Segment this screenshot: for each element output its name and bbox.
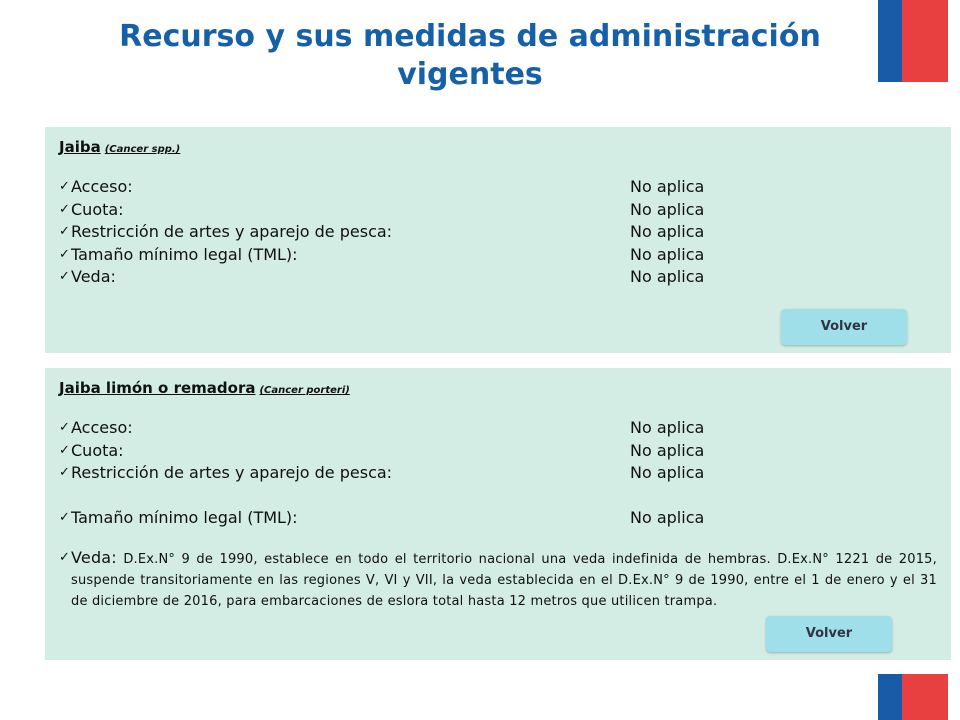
chile-flag-logo-top xyxy=(878,0,948,82)
measure-value: No aplica xyxy=(630,222,705,241)
checkmark-icon: ✓ xyxy=(59,442,70,458)
measure-row-min-size xyxy=(59,507,937,530)
checkmark-icon: ✓ xyxy=(59,509,70,525)
page-title: Recurso y sus medidas de administración vigentes xyxy=(119,19,821,92)
veda-label: Veda: xyxy=(71,548,117,567)
species-heading xyxy=(59,378,937,397)
measure-row-gear-restriction xyxy=(59,221,937,244)
chile-flag-logo-bottom xyxy=(878,674,948,720)
checkmark-icon: ✓ xyxy=(59,201,70,217)
measure-label: Acceso: xyxy=(71,177,133,196)
checkmark-icon: ✓ xyxy=(59,246,70,262)
checkmark-icon: ✓ xyxy=(59,269,70,284)
measure-value: No aplica xyxy=(630,440,705,460)
measure-value: No aplica xyxy=(630,199,705,219)
veda-text: D.Ex.N° 9 de 1990, establece en todo el territorio nacional una veda indefinida de hembras. D.Ex.N° 1221 de 2015, suspende transitoriamente en las regiones V, VI y VII, la veda establecida en el D.Ex.N° 9 de 1990, entre el 1 de enero y el 31 de diciembre de 2016, para embarcaciones de eslora total hasta 12 metros que utilicen trampa. xyxy=(71,552,937,609)
measure-label: Restricción de artes y aparejo de pesca: xyxy=(71,463,393,482)
volver-button[interactable]: Volver xyxy=(766,616,892,652)
measure-row-access xyxy=(59,176,937,199)
volver-button[interactable]: Volver xyxy=(781,309,907,345)
species-name: Jaiba limón o remadora xyxy=(59,379,256,397)
measure-row-veda xyxy=(59,266,937,289)
measure-label: Cuota: xyxy=(71,199,124,219)
measure-value: No aplica xyxy=(630,418,705,437)
scientific-name: (Cancer porteri) xyxy=(259,385,350,396)
checkmark-icon: ✓ xyxy=(59,179,70,194)
measure-row-min-size xyxy=(59,244,937,267)
species-heading xyxy=(59,137,937,156)
measure-value: No aplica xyxy=(630,177,705,196)
scientific-name: (Cancer spp.) xyxy=(104,144,181,155)
measure-label: Veda: xyxy=(71,267,116,286)
checkmark-icon: ✓ xyxy=(59,550,71,565)
measure-value: No aplica xyxy=(630,507,705,527)
measure-label: Restricción de artes y aparejo de pesca: xyxy=(71,222,393,241)
checkmark-icon: ✓ xyxy=(59,465,70,480)
measure-row-access xyxy=(59,417,937,440)
measure-row-quota xyxy=(59,440,937,463)
measure-row-gear-restriction xyxy=(59,462,937,485)
species-name: Jaiba xyxy=(59,138,101,156)
measure-label: Cuota: xyxy=(71,440,124,460)
checkmark-icon: ✓ xyxy=(59,420,70,435)
measure-label: Tamaño mínimo legal (TML): xyxy=(71,507,298,527)
measure-value: No aplica xyxy=(630,267,705,286)
checkmark-icon: ✓ xyxy=(59,224,70,239)
measure-value: No aplica xyxy=(630,463,705,482)
measure-label: Tamaño mínimo legal (TML): xyxy=(71,244,298,264)
measure-value: No aplica xyxy=(630,244,705,264)
veda-description xyxy=(59,547,937,612)
measure-label: Acceso: xyxy=(71,418,133,437)
measure-row-quota xyxy=(59,199,937,222)
